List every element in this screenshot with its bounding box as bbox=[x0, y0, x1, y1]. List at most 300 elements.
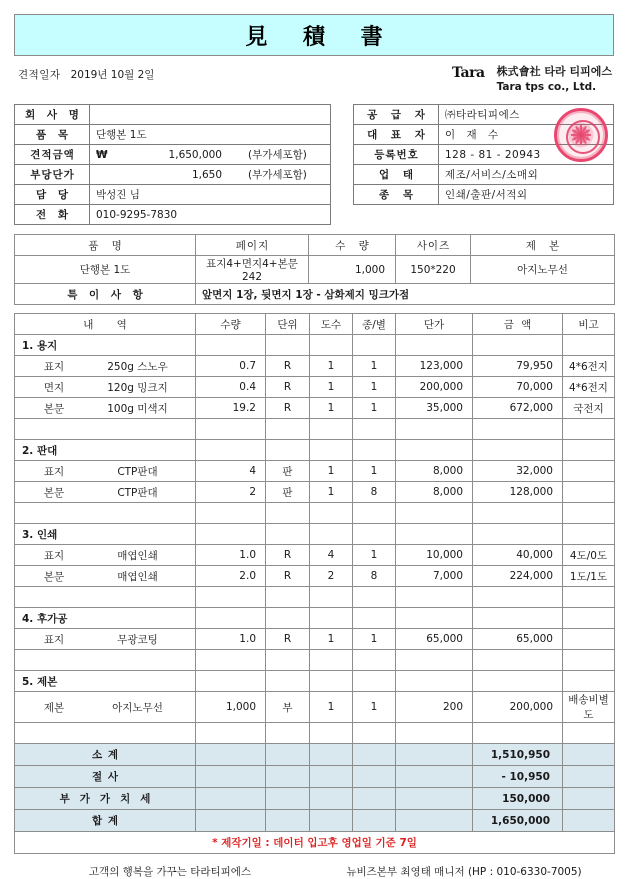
supplier-ceo-label: 대 표 자 bbox=[354, 125, 439, 145]
table-row bbox=[15, 145, 331, 165]
spacer-cell bbox=[353, 419, 396, 440]
spacer-cell bbox=[353, 587, 396, 608]
supplier-bizitem-value: 인쇄/출판/서적외 bbox=[439, 185, 614, 205]
spacer-row bbox=[15, 503, 615, 524]
group-empty-cell bbox=[196, 524, 266, 545]
detail-table-body bbox=[15, 335, 615, 854]
group-label: 1. 용지 bbox=[15, 335, 196, 356]
item-unit: 판 bbox=[266, 482, 310, 503]
brand-block bbox=[452, 64, 614, 95]
group-empty-cell bbox=[353, 524, 396, 545]
item-subject: 제본 bbox=[43, 701, 65, 714]
spacer-cell bbox=[396, 650, 473, 671]
group-label: 3. 인쇄 bbox=[15, 524, 196, 545]
item-description-cell bbox=[15, 377, 196, 398]
buyer-item-label: 품 목 bbox=[15, 125, 90, 145]
spacer-cell bbox=[473, 650, 563, 671]
buyer-amount-note: (부가세포함) bbox=[248, 149, 307, 161]
spec-table bbox=[14, 234, 615, 305]
spacer-cell bbox=[396, 587, 473, 608]
supplier-regno-label: 등록번호 bbox=[354, 145, 439, 165]
special-note-value: 앞면지 1장, 뒷면지 1장 - 삼화제지 밍크가점 bbox=[196, 284, 615, 305]
item-remark: 4*6전지 bbox=[563, 356, 615, 377]
item-remark: 4*6전지 bbox=[563, 377, 615, 398]
item-amount: 200,000 bbox=[473, 692, 563, 723]
total-amount: 1,510,950 bbox=[473, 744, 563, 766]
table-row bbox=[15, 566, 615, 587]
buyer-amount-value: 1,650,000 bbox=[168, 149, 222, 161]
spacer-cell bbox=[353, 650, 396, 671]
item-description-cell bbox=[15, 356, 196, 377]
group-empty-cell bbox=[310, 608, 353, 629]
group-empty-cell bbox=[266, 608, 310, 629]
total-empty-cell bbox=[196, 788, 266, 810]
spacer-cell bbox=[196, 650, 266, 671]
spacer-row bbox=[15, 587, 615, 608]
supplier-biztype-value: 제조/서비스/소매외 bbox=[439, 165, 614, 185]
spacer-cell bbox=[563, 503, 615, 524]
spacer-cell bbox=[266, 650, 310, 671]
item-remark bbox=[563, 629, 615, 650]
spec-header-row bbox=[15, 235, 615, 256]
table-row bbox=[15, 692, 615, 723]
group-empty-cell bbox=[266, 335, 310, 356]
spacer-row bbox=[15, 650, 615, 671]
item-amount: 70,000 bbox=[473, 377, 563, 398]
table-row bbox=[15, 482, 615, 503]
buyer-amount-value-cell bbox=[90, 145, 331, 165]
item-subject: 표지 bbox=[43, 549, 65, 562]
spacer-row bbox=[15, 419, 615, 440]
table-row bbox=[15, 377, 615, 398]
supplier-ceo-value: 이 재 수 bbox=[439, 125, 614, 145]
group-empty-cell bbox=[196, 671, 266, 692]
buyer-info-table bbox=[14, 104, 331, 225]
group-empty-cell bbox=[196, 608, 266, 629]
item-subject: 표지 bbox=[43, 360, 65, 373]
group-empty-cell bbox=[473, 335, 563, 356]
item-unit-price: 35,000 bbox=[396, 398, 473, 419]
table-row bbox=[15, 125, 331, 145]
item-unit: R bbox=[266, 545, 310, 566]
item-unit-price: 10,000 bbox=[396, 545, 473, 566]
item-type: 1 bbox=[353, 692, 396, 723]
info-row bbox=[14, 104, 614, 225]
spacer-cell bbox=[473, 503, 563, 524]
item-amount: 40,000 bbox=[473, 545, 563, 566]
spacer-cell bbox=[396, 723, 473, 744]
buyer-unitprice-value: 1,650 bbox=[191, 169, 222, 181]
item-unit: R bbox=[266, 377, 310, 398]
group-empty-cell bbox=[396, 335, 473, 356]
group-empty-cell bbox=[563, 440, 615, 461]
item-subject: 표지 bbox=[43, 465, 65, 478]
group-empty-cell bbox=[353, 335, 396, 356]
spacer-cell bbox=[310, 503, 353, 524]
spec-header-size: 사이즈 bbox=[396, 235, 471, 256]
item-subject: 본문 bbox=[43, 486, 65, 499]
footer-slogan: 고객의 행복을 가꾸는 타라티피에스 bbox=[88, 866, 252, 878]
buyer-amount-label: 견적금액 bbox=[15, 145, 90, 165]
item-subject: 면지 bbox=[43, 381, 65, 394]
total-label: 합 계 bbox=[15, 810, 196, 832]
table-row bbox=[354, 165, 614, 185]
item-unit: R bbox=[266, 566, 310, 587]
group-row bbox=[15, 608, 615, 629]
item-description-cell bbox=[15, 461, 196, 482]
total-empty-cell bbox=[353, 744, 396, 766]
item-type: 1 bbox=[353, 629, 396, 650]
item-remark: 4도/0도 bbox=[563, 545, 615, 566]
spacer-row bbox=[15, 723, 615, 744]
item-description-cell bbox=[15, 692, 196, 723]
total-label: 부가가치세 bbox=[15, 788, 196, 810]
item-amount: 128,000 bbox=[473, 482, 563, 503]
group-empty-cell bbox=[396, 524, 473, 545]
item-dosu: 1 bbox=[310, 629, 353, 650]
buyer-contact-value: 박성진 님 bbox=[90, 185, 331, 205]
item-description-cell bbox=[15, 545, 196, 566]
item-unit-price: 200 bbox=[396, 692, 473, 723]
group-empty-cell bbox=[473, 671, 563, 692]
total-remark-cell bbox=[563, 788, 615, 810]
detail-header-dosu: 도수 bbox=[310, 314, 353, 335]
table-row bbox=[15, 545, 615, 566]
spacer-cell bbox=[196, 587, 266, 608]
quote-date bbox=[14, 64, 154, 82]
item-description-cell bbox=[15, 482, 196, 503]
item-detail: 250g 스노우 bbox=[107, 360, 168, 373]
item-type: 1 bbox=[353, 398, 396, 419]
spacer-cell bbox=[15, 587, 196, 608]
item-unit: R bbox=[266, 356, 310, 377]
supplier-name-value: ㈜타라티피에스 bbox=[439, 105, 614, 125]
detail-header-unit: 단위 bbox=[266, 314, 310, 335]
production-note: * 제작기일 : 데이터 입고후 영업일 기준 7일 bbox=[15, 832, 615, 854]
group-row bbox=[15, 440, 615, 461]
group-empty-cell bbox=[563, 335, 615, 356]
tara-logo: Tara bbox=[451, 65, 485, 81]
group-empty-cell bbox=[396, 608, 473, 629]
table-row bbox=[354, 185, 614, 205]
spacer-cell bbox=[196, 419, 266, 440]
item-quantity: 0.4 bbox=[196, 377, 266, 398]
document-title-banner bbox=[14, 14, 614, 56]
item-subject: 표지 bbox=[43, 633, 65, 646]
table-row bbox=[15, 461, 615, 482]
item-remark: 1도/1도 bbox=[563, 566, 615, 587]
spacer-cell bbox=[310, 650, 353, 671]
spacer-cell bbox=[196, 503, 266, 524]
total-empty-cell bbox=[353, 766, 396, 788]
group-empty-cell bbox=[473, 440, 563, 461]
group-label: 2. 판대 bbox=[15, 440, 196, 461]
supplier-biztype-label: 업 태 bbox=[354, 165, 439, 185]
item-quantity: 1.0 bbox=[196, 545, 266, 566]
meta-row bbox=[14, 64, 614, 100]
total-empty-cell bbox=[310, 788, 353, 810]
spacer-cell bbox=[563, 723, 615, 744]
table-row bbox=[15, 185, 331, 205]
spec-header-binding: 제 본 bbox=[471, 235, 615, 256]
brand-names bbox=[497, 64, 612, 95]
buyer-phone-label: 전 화 bbox=[15, 205, 90, 225]
item-amount: 32,000 bbox=[473, 461, 563, 482]
spacer-cell bbox=[353, 723, 396, 744]
group-row bbox=[15, 524, 615, 545]
currency-symbol: ₩ bbox=[96, 149, 108, 161]
item-quantity: 0.7 bbox=[196, 356, 266, 377]
spec-header-name: 품 명 bbox=[15, 235, 196, 256]
quotation-page bbox=[0, 14, 628, 878]
spacer-cell bbox=[310, 419, 353, 440]
item-amount: 65,000 bbox=[473, 629, 563, 650]
item-detail: CTP판대 bbox=[117, 465, 158, 478]
group-empty-cell bbox=[196, 335, 266, 356]
item-description-cell bbox=[15, 398, 196, 419]
spacer-cell bbox=[15, 723, 196, 744]
group-empty-cell bbox=[310, 524, 353, 545]
group-row bbox=[15, 335, 615, 356]
table-row bbox=[15, 205, 331, 225]
item-detail: CTP판대 bbox=[117, 486, 158, 499]
page-footer bbox=[14, 864, 614, 879]
total-row bbox=[15, 810, 615, 832]
item-description-cell bbox=[15, 566, 196, 587]
spec-value-pages: 표지4+면지4+본문242 bbox=[196, 256, 309, 284]
buyer-item-value: 단행본 1도 bbox=[90, 125, 331, 145]
spec-data-row bbox=[15, 256, 615, 284]
total-empty-cell bbox=[266, 788, 310, 810]
total-row bbox=[15, 788, 615, 810]
item-dosu: 1 bbox=[310, 398, 353, 419]
buyer-unitprice-note: (부가세포함) bbox=[248, 169, 307, 181]
item-quantity: 2 bbox=[196, 482, 266, 503]
total-amount: 150,000 bbox=[473, 788, 563, 810]
item-detail: 120g 밍크지 bbox=[107, 381, 168, 394]
spec-value-qty: 1,000 bbox=[309, 256, 396, 284]
total-empty-cell bbox=[196, 744, 266, 766]
group-label: 5. 제본 bbox=[15, 671, 196, 692]
detail-header-qty: 수량 bbox=[196, 314, 266, 335]
item-subject: 본문 bbox=[43, 402, 65, 415]
spacer-cell bbox=[196, 723, 266, 744]
item-type: 1 bbox=[353, 356, 396, 377]
total-empty-cell bbox=[396, 788, 473, 810]
group-empty-cell bbox=[396, 671, 473, 692]
detail-header-unitprice: 단가 bbox=[396, 314, 473, 335]
group-empty-cell bbox=[473, 608, 563, 629]
item-quantity: 1,000 bbox=[196, 692, 266, 723]
total-row bbox=[15, 744, 615, 766]
total-empty-cell bbox=[396, 810, 473, 832]
total-empty-cell bbox=[310, 744, 353, 766]
group-empty-cell bbox=[396, 440, 473, 461]
spacer-cell bbox=[266, 419, 310, 440]
total-empty-cell bbox=[310, 766, 353, 788]
item-type: 1 bbox=[353, 377, 396, 398]
total-empty-cell bbox=[196, 766, 266, 788]
item-detail: 매엽인쇄 bbox=[117, 570, 158, 583]
item-dosu: 1 bbox=[310, 692, 353, 723]
item-type: 8 bbox=[353, 566, 396, 587]
item-dosu: 1 bbox=[310, 482, 353, 503]
table-row bbox=[15, 105, 331, 125]
total-label: 소 계 bbox=[15, 744, 196, 766]
item-remark bbox=[563, 482, 615, 503]
spacer-cell bbox=[266, 503, 310, 524]
item-dosu: 1 bbox=[310, 377, 353, 398]
spacer-cell bbox=[396, 419, 473, 440]
group-empty-cell bbox=[353, 608, 396, 629]
group-empty-cell bbox=[266, 440, 310, 461]
supplier-bizitem-label: 종 목 bbox=[354, 185, 439, 205]
spacer-cell bbox=[563, 419, 615, 440]
buyer-unitprice-label: 부당단가 bbox=[15, 165, 90, 185]
spacer-cell bbox=[473, 419, 563, 440]
table-row bbox=[15, 165, 331, 185]
item-type: 1 bbox=[353, 461, 396, 482]
total-empty-cell bbox=[310, 810, 353, 832]
quote-date-value: 2019년 10월 2일 bbox=[70, 69, 155, 81]
item-quantity: 19.2 bbox=[196, 398, 266, 419]
detail-header-remark: 비고 bbox=[563, 314, 615, 335]
spec-header-qty: 수 량 bbox=[309, 235, 396, 256]
spacer-cell bbox=[563, 587, 615, 608]
quote-date-label: 견적일자 bbox=[18, 69, 61, 81]
total-amount: 1,650,000 bbox=[473, 810, 563, 832]
spec-special-row bbox=[15, 284, 615, 305]
spacer-cell bbox=[353, 503, 396, 524]
table-row bbox=[15, 629, 615, 650]
item-dosu: 2 bbox=[310, 566, 353, 587]
item-unit-price: 8,000 bbox=[396, 482, 473, 503]
item-unit: 부 bbox=[266, 692, 310, 723]
total-amount: - 10,950 bbox=[473, 766, 563, 788]
spacer-cell bbox=[473, 587, 563, 608]
item-unit-price: 200,000 bbox=[396, 377, 473, 398]
total-empty-cell bbox=[353, 788, 396, 810]
total-remark-cell bbox=[563, 766, 615, 788]
brand-name-korean: 株式會社 타라 티피에스 bbox=[496, 65, 612, 78]
spacer-cell bbox=[266, 723, 310, 744]
buyer-company-value bbox=[90, 105, 331, 125]
item-unit-price: 65,000 bbox=[396, 629, 473, 650]
item-unit: R bbox=[266, 398, 310, 419]
spacer-cell bbox=[310, 723, 353, 744]
total-empty-cell bbox=[266, 810, 310, 832]
group-empty-cell bbox=[353, 440, 396, 461]
total-remark-cell bbox=[563, 810, 615, 832]
item-quantity: 1.0 bbox=[196, 629, 266, 650]
item-detail: 100g 미색지 bbox=[107, 402, 168, 415]
total-label: 절 사 bbox=[15, 766, 196, 788]
detail-header-description: 내 역 bbox=[15, 314, 196, 335]
group-empty-cell bbox=[473, 524, 563, 545]
item-quantity: 4 bbox=[196, 461, 266, 482]
page-title: 見 積 書 bbox=[245, 23, 397, 50]
company-seal-icon bbox=[554, 108, 608, 162]
special-note-label: 특 이 사 항 bbox=[15, 284, 196, 305]
item-unit: 판 bbox=[266, 461, 310, 482]
detail-header-row bbox=[15, 314, 615, 335]
item-detail: 무광코팅 bbox=[117, 633, 158, 646]
item-dosu: 1 bbox=[310, 461, 353, 482]
total-empty-cell bbox=[266, 766, 310, 788]
group-empty-cell bbox=[563, 671, 615, 692]
detail-table bbox=[14, 313, 615, 854]
item-type: 8 bbox=[353, 482, 396, 503]
item-unit: R bbox=[266, 629, 310, 650]
item-detail: 매엽인쇄 bbox=[117, 549, 158, 562]
spec-value-size: 150*220 bbox=[396, 256, 471, 284]
spec-value-binding: 아지노무선 bbox=[471, 256, 615, 284]
supplier-wrap bbox=[353, 104, 614, 205]
item-quantity: 2.0 bbox=[196, 566, 266, 587]
item-dosu: 4 bbox=[310, 545, 353, 566]
total-empty-cell bbox=[396, 766, 473, 788]
group-row bbox=[15, 671, 615, 692]
buyer-unitprice-value-cell bbox=[90, 165, 331, 185]
item-unit-price: 123,000 bbox=[396, 356, 473, 377]
detail-header-type: 종/별 bbox=[353, 314, 396, 335]
buyer-contact-label: 담 당 bbox=[15, 185, 90, 205]
buyer-phone-value: 010-9295-7830 bbox=[90, 205, 331, 225]
item-remark bbox=[563, 461, 615, 482]
item-subject: 본문 bbox=[43, 570, 65, 583]
item-unit-price: 8,000 bbox=[396, 461, 473, 482]
item-unit-price: 7,000 bbox=[396, 566, 473, 587]
spacer-cell bbox=[266, 587, 310, 608]
item-remark: 배송비별도 bbox=[563, 692, 615, 723]
group-label: 4. 후가공 bbox=[15, 608, 196, 629]
production-note-row bbox=[15, 832, 615, 854]
footer-contact: 뉴비즈본부 최영태 매니저 (HP : 010-6330-7005) bbox=[346, 866, 582, 878]
detail-header-amount: 금 액 bbox=[473, 314, 563, 335]
spacer-cell bbox=[396, 503, 473, 524]
group-empty-cell bbox=[563, 524, 615, 545]
table-row bbox=[15, 398, 615, 419]
spacer-cell bbox=[473, 723, 563, 744]
spacer-cell bbox=[563, 650, 615, 671]
group-empty-cell bbox=[266, 671, 310, 692]
supplier-name-label: 공 급 자 bbox=[354, 105, 439, 125]
brand-name-english: Tara tps co., Ltd. bbox=[496, 80, 597, 93]
item-amount: 79,950 bbox=[473, 356, 563, 377]
spec-value-name: 단행본 1도 bbox=[15, 256, 196, 284]
supplier-regno-value: 128 - 81 - 20943 bbox=[439, 145, 614, 165]
total-empty-cell bbox=[266, 744, 310, 766]
group-empty-cell bbox=[310, 440, 353, 461]
spacer-cell bbox=[310, 587, 353, 608]
item-remark: 국전지 bbox=[563, 398, 615, 419]
buyer-company-label: 회 사 명 bbox=[15, 105, 90, 125]
total-empty-cell bbox=[353, 810, 396, 832]
group-empty-cell bbox=[266, 524, 310, 545]
item-description-cell bbox=[15, 629, 196, 650]
group-empty-cell bbox=[310, 335, 353, 356]
group-empty-cell bbox=[310, 671, 353, 692]
spacer-cell bbox=[15, 503, 196, 524]
total-row bbox=[15, 766, 615, 788]
spec-header-pages: 페이지 bbox=[196, 235, 309, 256]
total-remark-cell bbox=[563, 744, 615, 766]
item-amount: 224,000 bbox=[473, 566, 563, 587]
group-empty-cell bbox=[196, 440, 266, 461]
group-empty-cell bbox=[563, 608, 615, 629]
group-empty-cell bbox=[353, 671, 396, 692]
total-empty-cell bbox=[196, 810, 266, 832]
